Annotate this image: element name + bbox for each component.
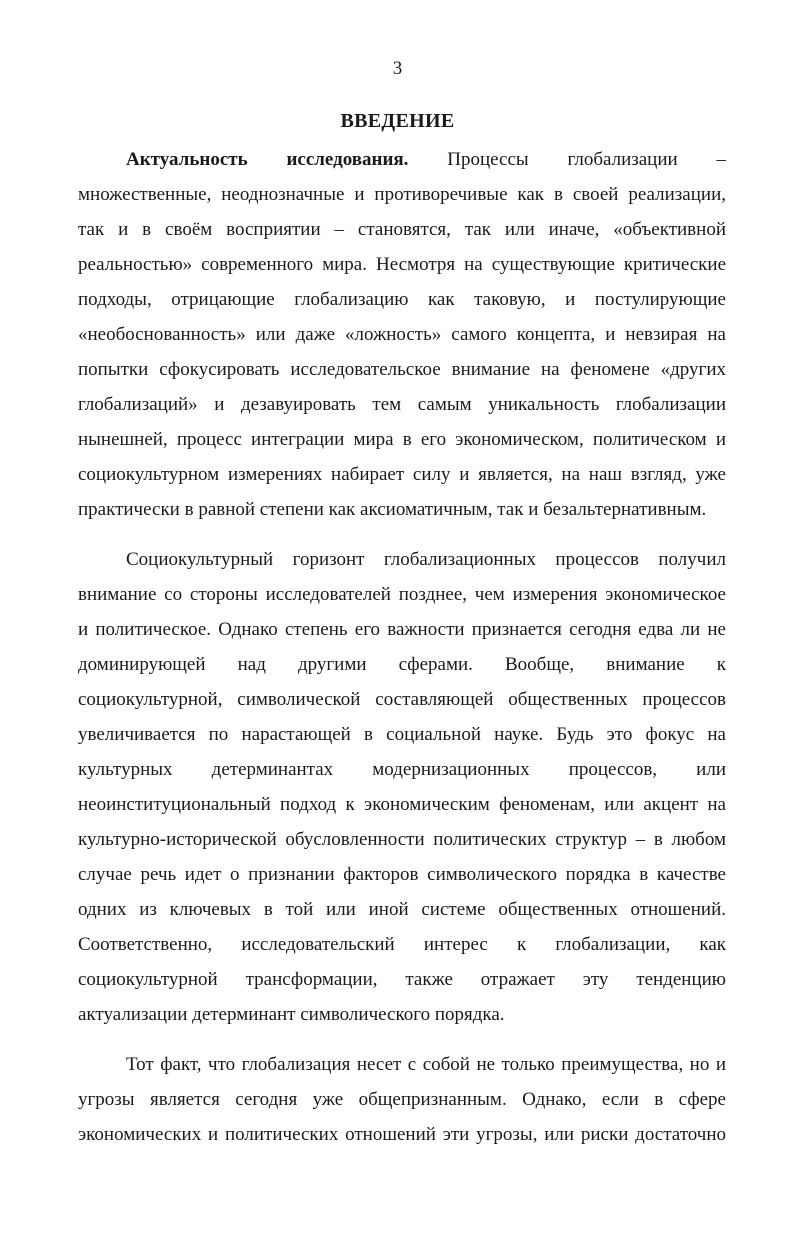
paragraph-1-line-5: подходы, отрицающие глобализацию как таковую, и постулирующие (78, 289, 726, 310)
paragraph-1-line-11: практически в равной степени как аксиоматичным, так и безальтернативным. (78, 499, 707, 520)
paragraph-2-line-7: культурных детерминантах модернизационных процессов, или (78, 759, 726, 780)
paragraph-1-line-3: так и в своём восприятии – становятся, так или иначе, «объективной (78, 219, 726, 240)
paragraph-1-line-2: множественные, неоднозначные и противоречивые как в своей реализации, (78, 184, 726, 205)
section-heading: ВВЕДЕНИЕ (340, 110, 455, 132)
lead-bold-text: Актуальность исследования. (126, 149, 409, 170)
paragraph-2-line-2: внимание со стороны исследователей позднее, чем измерения экономическое (78, 584, 726, 605)
paragraph-gap (78, 1032, 726, 1047)
paragraph-2-line-4: доминирующей над другими сферами. Вообще, внимание к (78, 654, 726, 675)
body-text (78, 142, 726, 1152)
paragraph-3-line-3: экономических и политических отношений эти угрозы, или риски достаточно (78, 1124, 726, 1145)
paragraph-2-line-13: социокультурной трансформации, также отражает эту тенденцию (78, 969, 726, 990)
paragraph-2-line-11: одних из ключевых в той или иной системе общественных отношений. (78, 899, 726, 920)
paragraph-2-line-5: социокультурной, символической составляющей общественных процессов (78, 689, 726, 710)
paragraph-gap (78, 527, 726, 542)
paragraph-1-line-7: попытки сфокусировать исследовательское внимание на феномене «других (78, 359, 726, 380)
paragraph-3-line-1: Тот факт, что глобализация несет с собой не только преимущества, но и (126, 1054, 726, 1075)
paragraph-2-line-14: актуализации детерминант символического порядка. (78, 1004, 505, 1025)
paragraph-1-line-9: нынешней, процесс интеграции мира в его экономическом, политическом и (78, 429, 726, 450)
paragraph-1-line-1 (78, 142, 726, 177)
paragraph-2-line-9: культурно-исторической обусловленности политических структур – в любом (78, 829, 726, 850)
paragraph-1-line-6: «необоснованность» или даже «ложность» самого концепта, и невзирая на (78, 324, 726, 345)
paragraph-2-line-1: Социокультурный горизонт глобализационных процессов получил (126, 549, 726, 570)
line-text: Процессы глобализации – (447, 149, 726, 170)
paragraph-2-line-8: неоинституциональный подход к экономическим феноменам, или акцент на (78, 794, 726, 815)
paragraph-2-line-12: Соответственно, исследовательский интерес к глобализации, как (78, 934, 726, 955)
paragraph-3-line-2: угрозы является сегодня уже общепризнанным. Однако, если в сфере (78, 1089, 726, 1110)
paragraph-1-line-8: глобализаций» и дезавуировать тем самым уникальность глобализации (78, 394, 726, 415)
paragraph-1-line-4: реальностью» современного мира. Несмотря на существующие критические (78, 254, 726, 275)
paragraph-2-line-10: случае речь идет о признании факторов символического порядка в качестве (78, 864, 726, 885)
paragraph-1-line-10: социокультурном измерениях набирает силу и является, на наш взгляд, уже (78, 464, 726, 485)
paragraph-2-line-3: и политическое. Однако степень его важности признается сегодня едва ли не (78, 619, 726, 640)
paragraph-2-line-6: увеличивается по нарастающей в социальной науке. Будь это фокус на (78, 724, 726, 745)
page-number: 3 (392, 58, 403, 79)
